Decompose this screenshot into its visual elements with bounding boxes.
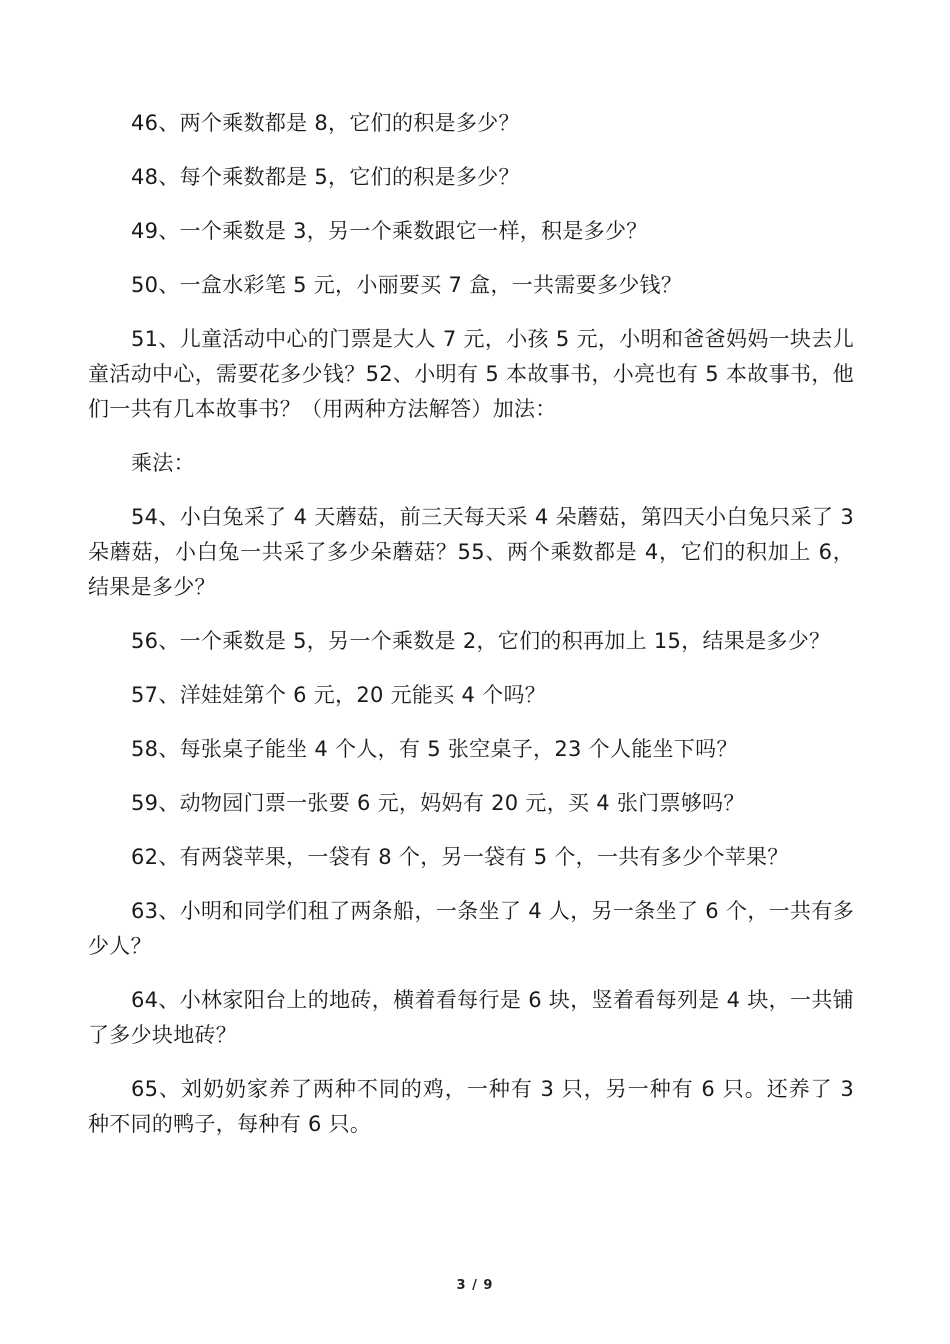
page-number: 3 / 9 [456, 1278, 494, 1293]
document-body [88, 106, 854, 1161]
question-64: 64、小林家阳台上的地砖，横着看每行是 6 块，竖着看每列是 4 块，一共铺了多少块地砖？ [88, 988, 854, 1047]
question-58: 58、每张桌子能坐 4 个人，有 5 张空桌子，23 个人能坐下吗？ [131, 737, 738, 761]
question-65: 65、刘奶奶家养了两种不同的鸡，一种有 3 只，另一种有 6 只。还养了 3 种不同的鸭子，每种有 6 只。 [88, 1077, 854, 1136]
question-59: 59、动物园门票一张要 6 元，妈妈有 20 元，买 4 张门票够吗？ [131, 791, 745, 815]
question-51-52: 51、儿童活动中心的门票是大人 7 元，小孩 5 元，小明和爸爸妈妈一块去儿童活动中心，需要花多少钱？52、小明有 5 本故事书，小亮也有 5 本故事书，他们一共有几本故事书？（用两种方法解答）加法： [88, 327, 854, 421]
question-57: 57、洋娃娃第个 6 元，20 元能买 4 个吗？ [131, 683, 547, 707]
multiplication-label: 乘法： [131, 451, 195, 475]
question-50: 50、一盒水彩笔 5 元，小丽要买 7 盒，一共需要多少钱？ [131, 273, 683, 297]
question-48: 48、每个乘数都是 5，它们的积是多少？ [131, 165, 520, 189]
question-46: 46、两个乘数都是 8，它们的积是多少？ [131, 111, 520, 135]
question-62: 62、有两袋苹果，一袋有 8 个，另一袋有 5 个，一共有多少个苹果？ [131, 845, 789, 869]
question-63: 63、小明和同学们租了两条船，一条坐了 4 人，另一条坐了 6 个，一共有多少人？ [88, 899, 854, 958]
question-54-55: 54、小白兔采了 4 天蘑菇，前三天每天采 4 朵蘑菇，第四天小白兔只采了 3 朵蘑菇，小白兔一共采了多少朵蘑菇？55、两个乘数都是 4，它们的积加上 6，结果是多少？ [88, 505, 854, 599]
question-56: 56、一个乘数是 5，另一个乘数是 2，它们的积再加上 15，结果是多少？ [131, 629, 831, 653]
question-49: 49、一个乘数是 3，另一个乘数跟它一样，积是多少？ [131, 219, 648, 243]
